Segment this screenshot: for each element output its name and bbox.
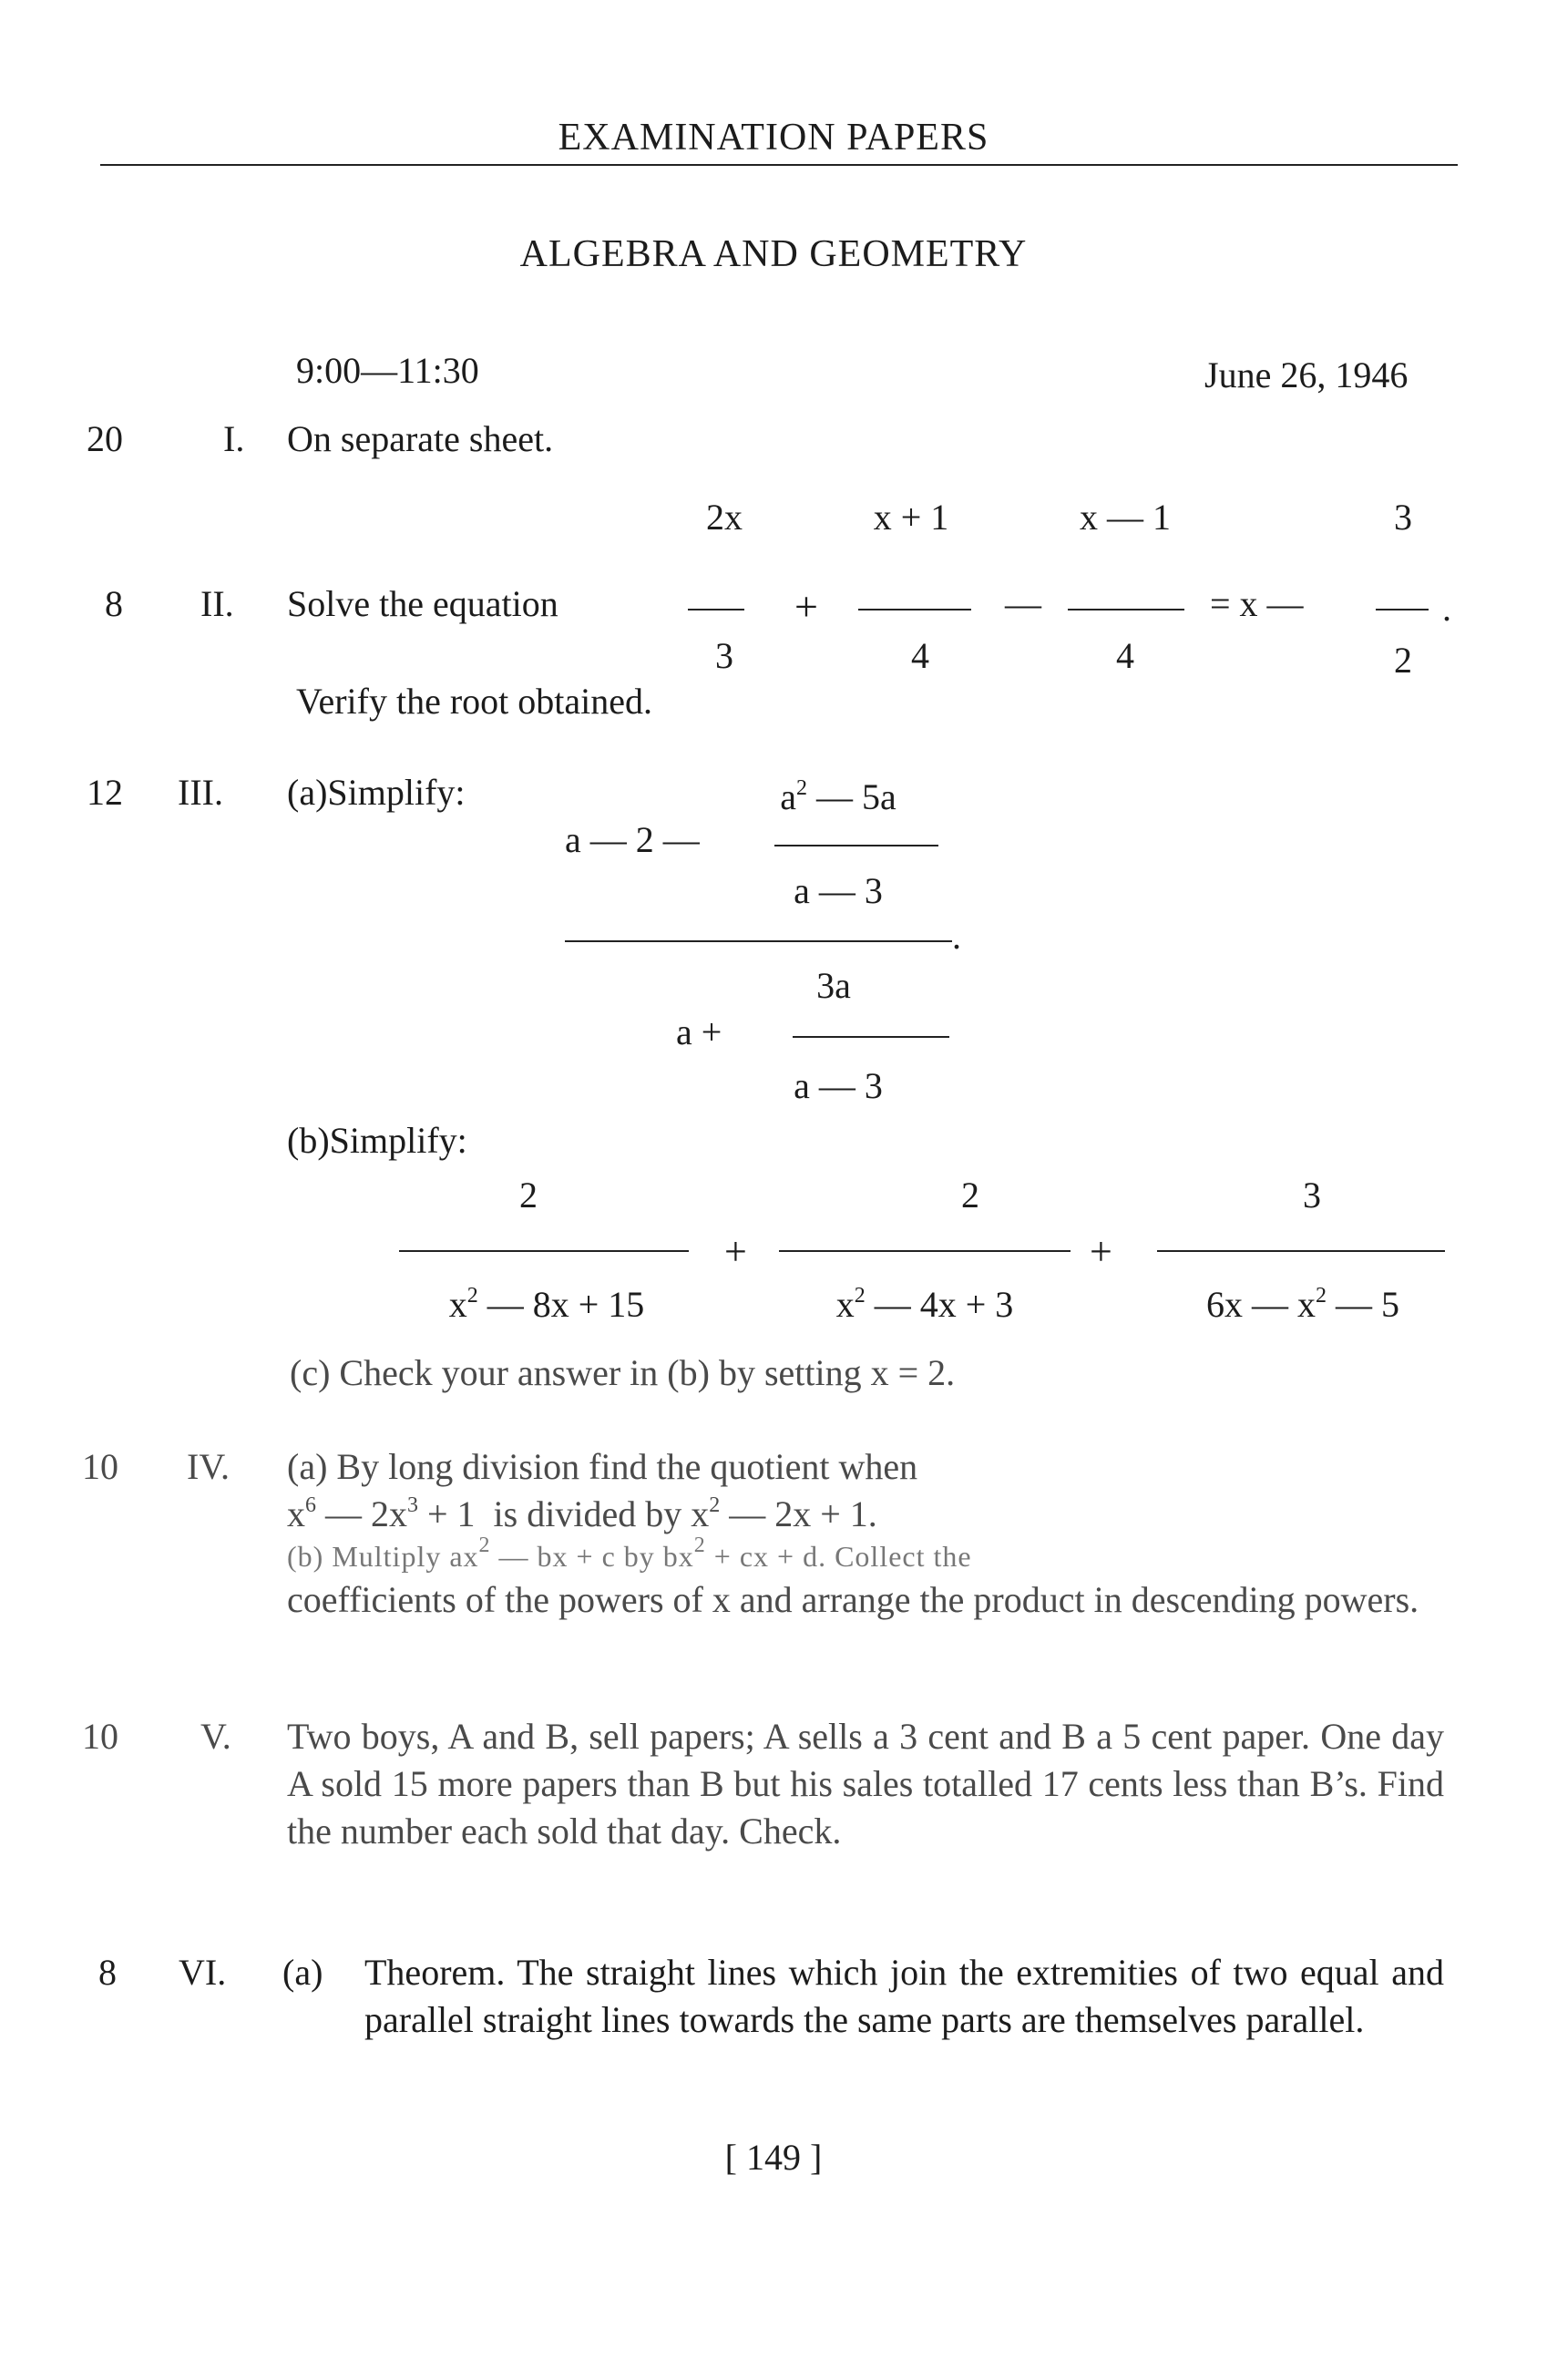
q3c-text: (c) Check your answer in (b) by setting x = 2.	[290, 1352, 956, 1393]
q2-term3-numerator: x — 1	[1080, 497, 1171, 538]
q2-equals-x-minus: = x —	[1210, 583, 1304, 624]
q3b-frac2-bar	[779, 1250, 1071, 1252]
q4b-line1: (b) Multiply $ax^2$ — bx + c by $bx^2$ + cx + d. Collect the	[287, 1534, 972, 1573]
q3a-top-left: a — 2 —	[565, 819, 700, 860]
q3b-frac3-denominator: 6x — $x^2$ — 5	[1206, 1284, 1399, 1325]
q3b-plus-1: +	[724, 1229, 747, 1274]
q2-lead: Solve the equation	[287, 583, 558, 624]
q4-marks: 10	[82, 1446, 118, 1487]
q5-marks: 10	[82, 1716, 118, 1757]
q3b-frac1-numerator: 2	[519, 1175, 538, 1216]
exam-date: June 26, 1946	[1204, 354, 1409, 395]
q1-marks: 20	[87, 418, 123, 459]
q6-text: Theorem. The straight lines which join the extremities of two equal and parallel straight lines towards the same parts are themselves parallel.	[364, 1952, 1444, 2040]
q3a-bottom-bar	[793, 1036, 949, 1038]
q1-number: I.	[223, 418, 245, 459]
q2-marks: 8	[105, 583, 123, 624]
q3b-frac1-bar	[399, 1250, 689, 1252]
q2-term1-denominator: 3	[715, 635, 733, 676]
q3a-period: .	[952, 916, 961, 957]
q6-part: (a)	[282, 1952, 323, 1993]
q4b-continuation: coefficients of the powers of x and arrange the product in descending powers.	[287, 1579, 1419, 1620]
q2-number: II.	[200, 583, 234, 624]
q2-term3-denominator: 4	[1116, 635, 1134, 676]
q2-period: .	[1442, 588, 1451, 629]
q3a-bottom-left: a +	[676, 1011, 722, 1052]
q2-plus: +	[794, 583, 818, 630]
q2-verify: Verify the root obtained.	[296, 681, 652, 722]
q2-term4-numerator: 3	[1394, 497, 1412, 538]
q2-term2-bar	[858, 609, 971, 610]
q3b-plus-2: +	[1090, 1229, 1112, 1274]
q3a-main-bar	[565, 940, 952, 942]
q4a-line1: (a) By long division find the quotient when	[287, 1446, 918, 1487]
q3-number: III.	[178, 772, 223, 813]
q1-text: On separate sheet.	[287, 418, 554, 459]
q3-marks: 12	[87, 772, 123, 813]
q3a-bottom-denominator: a — 3	[794, 1065, 883, 1106]
q2-term4-bar	[1376, 609, 1429, 610]
q4-number: IV.	[187, 1446, 231, 1487]
subject-title: ALGEBRA AND GEOMETRY	[519, 233, 1028, 275]
q2-term1-numerator: 2x	[706, 497, 743, 538]
q3b-frac3-numerator: 3	[1303, 1175, 1321, 1216]
q5-number: V.	[200, 1716, 231, 1757]
q4a-line2: $x^6$ — $2x^3 + 1$ is divided by $x^2$ — 2x + 1.	[287, 1493, 877, 1534]
q2-term4-denominator: 2	[1394, 640, 1412, 681]
q3a-top-denominator: a — 3	[794, 870, 883, 911]
q3a-bottom-numerator: 3a	[816, 965, 851, 1006]
header-rule	[100, 164, 1458, 166]
q3b-frac3-bar	[1157, 1250, 1445, 1252]
running-title: EXAMINATION PAPERS	[558, 117, 989, 159]
q6-marks: 8	[98, 1952, 117, 1993]
q2-term2-numerator: x + 1	[873, 497, 949, 538]
q3b-frac2-numerator: 2	[961, 1175, 979, 1216]
q6-number: VI.	[179, 1952, 227, 1993]
q2-term2-denominator: 4	[911, 635, 929, 676]
q3a-label: (a)Simplify:	[287, 772, 466, 813]
q3a-top-numerator: $a^2$ — 5a	[780, 776, 896, 817]
q2-minus: —	[1005, 583, 1041, 624]
q5-text: Two boys, A and B, sell papers; A sells a 3 cent and B a 5 cent paper. One day A sold 15 more papers than B but his sales totalled 17 cents less than B’s. Find the number each sold that day. Check.	[287, 1716, 1444, 1852]
q3b-frac2-denominator: $x^2$ — 4x + 3	[835, 1284, 1014, 1325]
page-number: [ 149 ]	[724, 2137, 823, 2178]
q2-term3-bar	[1068, 609, 1184, 610]
q3a-top-bar	[774, 845, 938, 846]
exam-time: 9:00—11:30	[296, 350, 479, 391]
q2-term1-bar	[688, 609, 744, 610]
q3b-label: (b)Simplify:	[287, 1120, 467, 1161]
q3b-frac1-denominator: $x^2$ — 8x + 15	[448, 1284, 645, 1325]
